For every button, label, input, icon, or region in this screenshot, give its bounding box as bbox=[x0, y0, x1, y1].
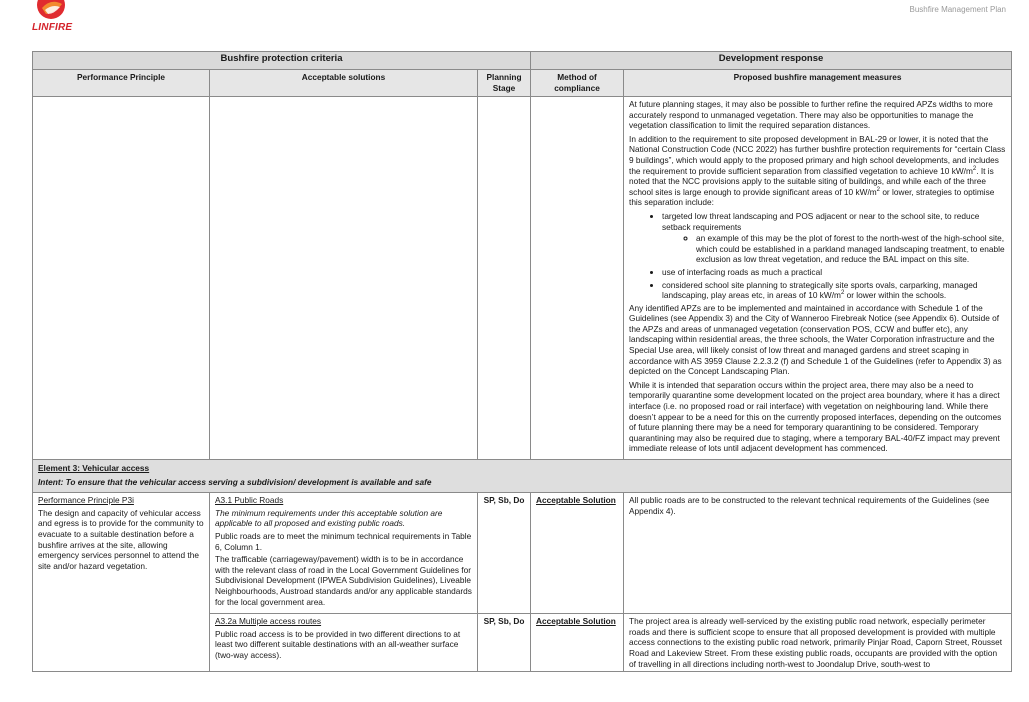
empty-cell bbox=[531, 97, 624, 460]
empty-cell bbox=[33, 97, 210, 460]
column-header-acceptable-solutions: Acceptable solutions bbox=[210, 70, 478, 97]
measures-cell: The project area is already well-serviced by the existing public road network, especially perimeter roads and there is sufficient scope to ensure that all proposed development is provided with multiple access connections to the existing public road network, primarily Pinjar Road, Caporn Street, Rousset Road and Lakeview Street. From these existing public roads, occupants are provided with the option of travelling in all directions including north-west to Joondalup Drive, south-west to bbox=[624, 614, 1012, 672]
acceptable-solution-cell bbox=[210, 614, 478, 672]
list-item: • considered school site planning to strategically site sports ovals, carparking, managed landscaping, play areas etc, in areas of 10 $kW/m^2$ or lower within the schools. bbox=[662, 280, 1006, 301]
linfire-logo bbox=[32, 0, 72, 34]
flame-globe-icon bbox=[36, 0, 66, 20]
element-title: Element 3: Vehicular access bbox=[38, 463, 150, 473]
measures-paragraph: Any identified APZs are to be implemented and maintained in accordance with Schedule 1 of the Guidelines (see Appendix 3) and the City of Wanneroo Firebreak Notice (see Appendix 6). Outside of the APZs and areas of unmanaged vegetation (conservation POS, CCW and buffer etc), any landscaping within residential areas, the three schools, the Water Corporation infrastructure and the Special Use area, will likely consist of low threat and managed gardens and street scaping in accordance with AS 3959 Clause 2.2.3.2 (f) and Schedule 1 of the Guidelines (refer to Appendix 3) as depicted on the Concept Landscaping Plan. bbox=[629, 302, 1002, 377]
empty-cell bbox=[478, 97, 531, 460]
planning-stage-cell: SP, Sb, Do bbox=[478, 614, 531, 672]
solution-title: A3.1 Public Roads bbox=[215, 495, 284, 506]
solution-intro: The minimum requirements under this acceptable solution are applicable to all proposed and existing public roads. bbox=[215, 507, 443, 529]
solution-text: The trafficable (carriageway/pavement) width is to be in accordance with the relevant class of road in the Local Government Guidelines for Subdivisional Development (IPWEA Subdivision Guidelines), Liveable Neighbourhoods, Austroad standards and/or any applicable standards for the local government area. bbox=[215, 554, 472, 607]
logo-text: LINFIRE bbox=[32, 22, 73, 33]
measures-cell: All public roads are to be constructed to the relevant technical requirements of the Guidelines (see Appendix 4). bbox=[624, 493, 1012, 614]
principle-text: The design and capacity of vehicular access and egress is to provide for the community to evacuate to a suitable destination before a bushfire arrives at the site, allowing emergency services personnel to attend the site and/or hazard vegetation. bbox=[38, 507, 204, 571]
strategy-list bbox=[629, 211, 1006, 301]
list-item: • targeted low threat landscaping and POS adjacent or near to the school site, to reduce setback requirements ◦ an example of this may be the plot of forest to the north-west of the high-school site, which could be established in a parkland managed landscaping treatment, to enable exclusion as low threat vegetation, and reduce the BAL impact on this site. bbox=[662, 211, 1006, 265]
element-intent: Intent: To ensure that the vehicular access serving a subdivision/ development is available and safe bbox=[38, 476, 432, 487]
list-item: ◦ an example of this may be the plot of forest to the north-west of the high-school site, which could be established in a parkland managed landscaping treatment, to enable exclusion as low threat vegetation, and reduce the BAL impact on this site. bbox=[696, 233, 1006, 265]
group-header-criteria: Bushfire protection criteria bbox=[33, 52, 531, 70]
element-3-header bbox=[33, 460, 1012, 493]
column-header-planning-stage: Planning Stage bbox=[478, 70, 531, 97]
group-header-response: Development response bbox=[531, 52, 1012, 70]
planning-stage-cell: SP, Sb, Do bbox=[478, 493, 531, 614]
measures-paragraph: In addition to the requirement to site proposed development in BAL-29 or lower, it is noted that the National Construction Code (NCC 2022) has further bushfire protection requirements for “certain Class 9 buildings”, which would apply to the proposed primary and high school developments, and includes the requirement to provide sufficient separation from classified vegetation to achieve 10 $kW/m^2$. It is noted that the NCC provisions apply to the suitable siting of buildings, and while each of the three school sites is large enough to provide significant areas of 10 $kW/m^2$ or lower, strategies to optimise this separation include: bbox=[629, 133, 1006, 208]
column-header-performance-principle: Performance Principle bbox=[33, 70, 210, 97]
performance-principle-cell bbox=[33, 493, 210, 672]
sub-list bbox=[662, 233, 1006, 265]
column-header-management-measures: Proposed bushfire management measures bbox=[624, 70, 1012, 97]
document-title: Bushfire Management Plan bbox=[909, 5, 1006, 14]
table-row-continued bbox=[33, 97, 1012, 460]
measures-cell-continued bbox=[624, 97, 1012, 460]
bushfire-criteria-table bbox=[32, 51, 1012, 672]
column-header-method-of-compliance: Method of compliance bbox=[531, 70, 624, 97]
element-row bbox=[33, 460, 1012, 493]
measures-paragraph: At future planning stages, it may also be possible to further refine the required APZs widths to more accurately respond to unmanaged vegetation. There may also be opportunities to manage the vegetation classification to limit the required separation distances. bbox=[629, 99, 993, 131]
list-item: • use of interfacing roads as much a practical bbox=[662, 267, 1006, 278]
solution-text: Public road access is to be provided in two different directions to at least two different suitable destinations with an all-weather surface (two-way access). bbox=[215, 628, 461, 660]
method-cell: Acceptable Solution bbox=[531, 493, 624, 614]
empty-cell bbox=[210, 97, 478, 460]
principle-title: Performance Principle P3i bbox=[38, 495, 134, 506]
acceptable-solution-cell bbox=[210, 493, 478, 614]
table-row-p3i bbox=[33, 493, 1012, 614]
measures-paragraph: While it is intended that separation occurs within the project area, there may also be a need to temporarily quarantine some development located on the project area boundary, where it has a direct interface (i.e. no proposed road or rail interface) with vegetation on neighbouring land. While there doesn’t appear to be a need for this on the currently proposed interfaces, depending on the outcomes of future planning there may be a need for temporary quarantining to be considered. Temporary quarantining may also be required due to staging, where a temporary BAL-40/FZ impact may prevent immediate release of lots until adjacent development has commenced. bbox=[629, 379, 1002, 454]
solution-text: Public roads are to meet the minimum technical requirements in Table 6, Column 1. bbox=[215, 530, 472, 552]
method-cell: Acceptable Solution bbox=[531, 614, 624, 672]
solution-title: A3.2a Multiple access routes bbox=[215, 616, 322, 627]
